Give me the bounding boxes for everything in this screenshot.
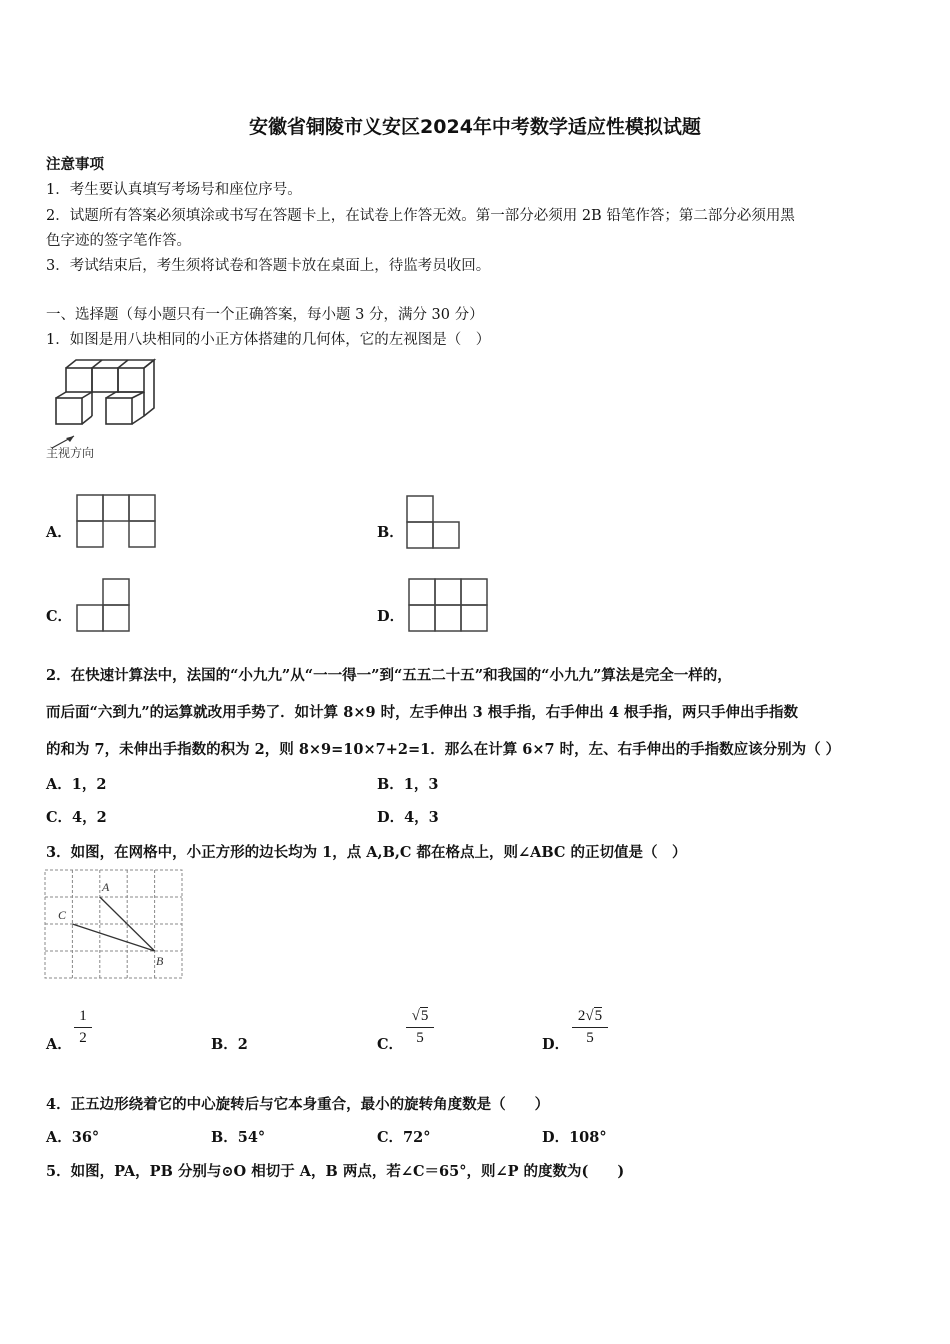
q1-option-a[interactable]: A． xyxy=(46,524,72,541)
q2-line-3: 的和为 7，未伸出手指数的积为 2，则 8×9=10×7+2=1．那么在计算 6×7 时，左、右手伸出的手指数应该分别为（ ） xyxy=(46,741,841,758)
q4-option-b[interactable]: B．54° xyxy=(211,1129,266,1146)
q3-stem: 3．如图，在网格中，小正方形的边长均为 1，点 A,B,C 都在格点上，则∠ABC 的正切值是（ ） xyxy=(46,844,687,861)
q3-option-b[interactable]: B．2 xyxy=(211,1036,248,1053)
q4-option-c[interactable]: C．72° xyxy=(377,1129,431,1146)
q1-option-c-figure xyxy=(76,578,132,632)
q3-option-c-numerator: √5 xyxy=(411,1008,429,1024)
notice-item-2: 2．试题所有答案必须填涂或书写在答题卡上，在试卷上作答无效。第一部分必须用 2B 铅笔作答；第二部分必须用黑 xyxy=(46,208,795,224)
q4-stem: 4．正五边形绕着它的中心旋转后与它本身重合，最小的旋转角度数是（ ） xyxy=(46,1096,550,1113)
notice-heading: 注意事项 xyxy=(46,156,104,173)
q3-option-d-coefficient: 2 xyxy=(577,1008,586,1024)
q3-option-a-numerator: 1 xyxy=(79,1008,87,1024)
notice-item-2-cont: 色字迹的签字笔作答。 xyxy=(46,233,191,249)
q1-option-b-figure xyxy=(406,495,462,549)
q3-option-c-radicand: 5 xyxy=(420,1008,429,1024)
q1-option-a-figure xyxy=(76,494,156,548)
q3-grid-figure xyxy=(44,869,186,981)
notice-item-1: 1．考生要认真填写考场号和座位序号。 xyxy=(46,182,302,198)
q3-option-d[interactable]: D． xyxy=(542,1036,570,1053)
q3-option-d-numerator: 2√5 xyxy=(577,1008,603,1024)
q3-option-c-fraction xyxy=(406,1008,434,1047)
q2-line-2: 而后面“六到九”的运算就改用手势了．如计算 8×9 时，左手伸出 3 根手指，右手伸出 4 根手指，两只手伸出手指数 xyxy=(46,704,798,721)
q3-option-c[interactable]: C． xyxy=(377,1036,404,1053)
q2-option-d[interactable]: D．4，3 xyxy=(377,809,439,826)
q1-stem: 1．如图是用八块相同的小正方体搭建的几何体，它的左视图是（ ） xyxy=(46,332,491,348)
q3-option-c-denominator: 5 xyxy=(406,1027,434,1047)
q3-point-a: A xyxy=(102,880,110,894)
q5-stem: 5．如图，PA，PB 分别与⊙O 相切于 A，B 两点，若∠C＝65°，则∠P 的度数为( ) xyxy=(46,1163,625,1180)
q2-line-1: 2．在快速计算法中，法国的“小九九”从“一一得一”到“五五二十五”和我国的“小九九”算法是完全一样的， xyxy=(46,667,732,684)
q3-point-b: B xyxy=(156,954,164,968)
q3-option-a-denominator: 2 xyxy=(74,1027,92,1047)
q3-option-a-fraction xyxy=(74,1008,92,1047)
q2-option-a[interactable]: A．1，2 xyxy=(46,776,107,793)
q3-option-a[interactable]: A． xyxy=(46,1036,72,1053)
q1-option-d[interactable]: D． xyxy=(377,608,405,625)
q2-option-b[interactable]: B．1，3 xyxy=(377,776,439,793)
q3-option-d-radicand: 5 xyxy=(594,1008,603,1024)
q1-option-b[interactable]: B． xyxy=(377,524,404,541)
q4-option-d[interactable]: D．108° xyxy=(542,1129,607,1146)
q3-option-d-fraction xyxy=(572,1008,608,1047)
q1-option-d-figure xyxy=(408,578,490,632)
q1-direction-label: 主视方向 xyxy=(46,446,95,460)
q4-option-a[interactable]: A．36° xyxy=(46,1129,100,1146)
page-title: 安徽省铜陵市义安区2024年中考数学适应性模拟试题 xyxy=(249,116,701,138)
q3-point-c: C xyxy=(58,908,67,922)
section-heading: 一、选择题（每小题只有一个正确答案，每小题 3 分，满分 30 分） xyxy=(46,307,484,323)
q1-option-c[interactable]: C． xyxy=(46,608,73,625)
q3-option-d-denominator: 5 xyxy=(572,1027,608,1047)
q2-option-c[interactable]: C．4，2 xyxy=(46,809,107,826)
notice-item-3: 3．考试结束后，考生须将试卷和答题卡放在桌面上，待监考员收回。 xyxy=(46,258,491,274)
